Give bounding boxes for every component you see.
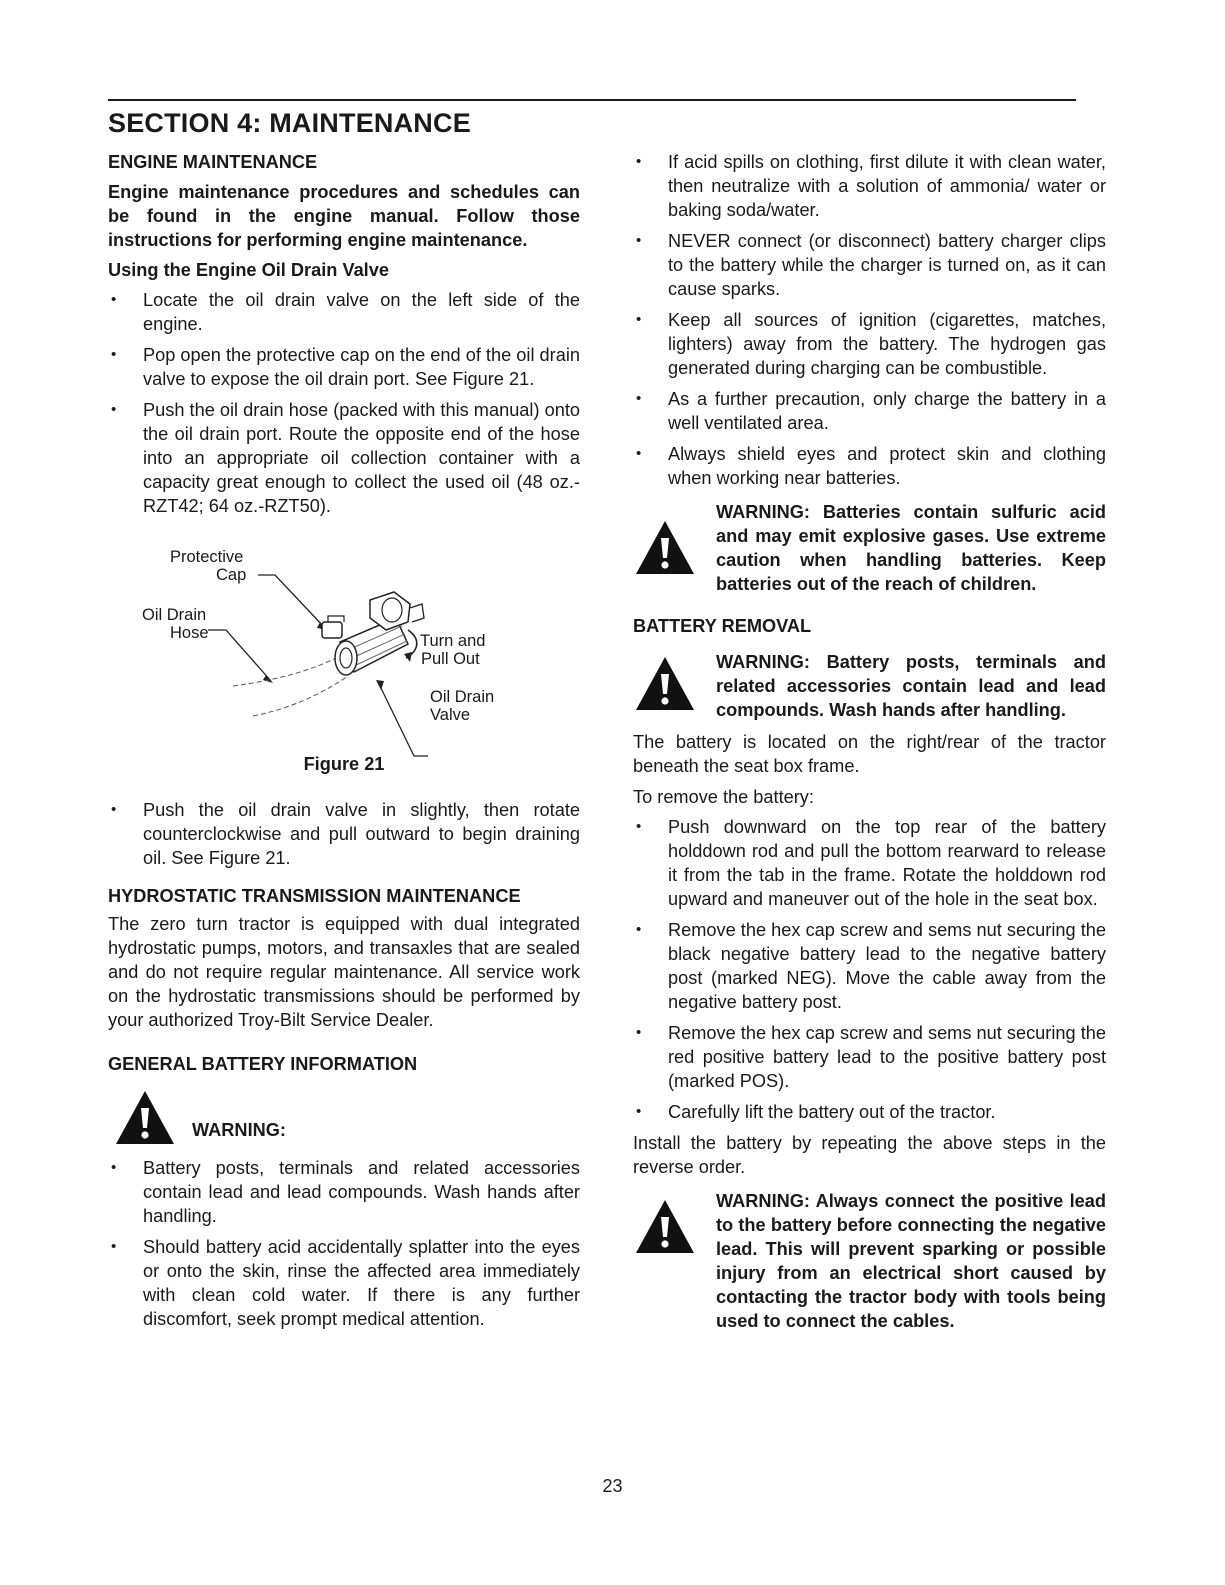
list-item: • Pop open the protective cap on the end of the oil drain valve to expose the oil drain port. See Figure 21.: [108, 343, 580, 391]
battery-install-text: Install the battery by repeating the above steps in the reverse order.: [633, 1133, 1106, 1177]
warning-connect-positive: [633, 1189, 1106, 1333]
warning-triangle-icon: [633, 654, 697, 712]
warning-label: WARNING:: [192, 1120, 286, 1140]
turn-and-pull-label-1: Turn and: [420, 632, 486, 650]
warning-triangle-icon: [633, 1197, 697, 1255]
list-item: • Remove the hex cap screw and sems nut securing the red positive battery lead to the positive battery post (marked POS).: [633, 1021, 1106, 1093]
oil-drain-steps: [108, 288, 580, 518]
battery-safety-list: [108, 1156, 580, 1331]
battery-removal-heading: BATTERY REMOVAL: [633, 616, 812, 636]
warning-triangle-icon: [114, 1088, 176, 1146]
list-item: • If acid spills on clothing, first dilute it with clean water, then neutralize with a solution of ammonia/ water or baking soda/water.: [633, 150, 1106, 222]
battery-removal-steps: [633, 815, 1106, 1124]
warning-triangle-icon: [633, 518, 697, 576]
top-rule: [108, 99, 1076, 101]
list-item: • Carefully lift the battery out of the tractor.: [633, 1100, 1106, 1124]
list-item: • Locate the oil drain valve on the left side of the engine.: [108, 288, 580, 336]
warning-lead-text: WARNING: Battery posts, terminals and related accessories contain lead and lead compounds. Wash hands after handling.: [716, 652, 1106, 720]
right-column: [633, 150, 1106, 1333]
left-column: [108, 150, 580, 1331]
protective-cap-label-2: Cap: [216, 566, 247, 584]
list-item: • Always shield eyes and protect skin and clothing when working near batteries.: [633, 442, 1106, 490]
hydrostatic-heading: HYDROSTATIC TRANSMISSION MAINTENANCE: [108, 886, 521, 906]
warning-sulfuric-text: WARNING: Batteries contain sulfuric acid and may emit explosive gases. Use extreme caution when handling batteries. Keep batteries out of the reach of children.: [716, 502, 1106, 594]
list-item: • Battery posts, terminals and related accessories contain lead and lead compounds. Wash hands after handling.: [108, 1156, 580, 1228]
general-battery-heading: GENERAL BATTERY INFORMATION: [108, 1054, 418, 1074]
battery-safety-list-continued: [633, 150, 1106, 490]
oil-drain-steps-continued: [108, 798, 580, 870]
battery-location-text: The battery is located on the right/rear of the tractor beneath the seat box frame.: [633, 732, 1106, 776]
figure-caption: Figure 21: [303, 754, 385, 774]
oil-drain-hose-label-1: Oil Drain: [142, 606, 207, 624]
hydrostatic-body: The zero turn tractor is equipped with dual integrated hydrostatic pumps, motors, and transaxles that are sealed and do not require regular maintenance. All service work on the hydrostatic transmissions should be performed by your authorized Troy-Bilt Service Dealer.: [108, 914, 580, 1030]
protective-cap-label-1: Protective: [170, 548, 244, 566]
list-item: • NEVER connect (or disconnect) battery charger clips to the battery while the charger is turned on, as it can cause sparks.: [633, 229, 1106, 301]
warning-sulfuric-acid: [633, 500, 1106, 596]
oil-drain-valve-label-2: Valve: [430, 706, 471, 724]
turn-and-pull-label-2: Pull Out: [421, 650, 480, 668]
figure-21: [108, 538, 580, 778]
list-item: • Remove the hex cap screw and sems nut securing the black negative battery lead to the negative battery post (marked NEG). Move the cable away from the negative battery post.: [633, 918, 1106, 1014]
list-item: • Push downward on the top rear of the battery holddown rod and pull the bottom rearward to release it from the tab in the frame. Rotate the holddown rod upward and maneuver out of the hole in the seat box.: [633, 815, 1106, 911]
engine-maintenance-intro: Engine maintenance procedures and schedules can be found in the engine manual. Follow those instructions for performing engine maintenance.: [108, 182, 580, 250]
list-item: • Push the oil drain valve in slightly, then rotate counterclockwise and pull outward to begin draining oil. See Figure 21.: [108, 798, 580, 870]
list-item: • Push the oil drain hose (packed with this manual) onto the oil drain port. Route the opposite end of the hose into an appropriate oil collection container with a capacity great enough to collect the used oil (48 oz.- RZT42; 64 oz.-RZT50).: [108, 398, 580, 518]
list-item: • Should battery acid accidentally splatter into the eyes or onto the skin, rinse the affected area immediately with clean cold water. If there is any further discomfort, seek prompt medical attention.: [108, 1235, 580, 1331]
list-item: • Keep all sources of ignition (cigarettes, matches, lighters) away from the battery. The hydrogen gas generated during charging can be combustible.: [633, 308, 1106, 380]
section-title: SECTION 4: MAINTENANCE: [108, 108, 471, 138]
warning-lead-compounds: [633, 650, 1106, 722]
list-item: • As a further precaution, only charge the battery in a well ventilated area.: [633, 387, 1106, 435]
oil-drain-hose-label-2: Hose: [170, 624, 209, 642]
oil-drain-valve-label-1: Oil Drain: [430, 688, 495, 706]
battery-removal-intro: To remove the battery:: [633, 787, 814, 807]
engine-maintenance-heading: ENGINE MAINTENANCE: [108, 152, 318, 172]
warning-connect-text: WARNING: Always connect the positive lead to the battery before connecting the negative lead. This will prevent sparking or possible injury from an electrical short caused by contacting the tractor body with tools being used to connect the cables.: [716, 1191, 1106, 1331]
oil-drain-subheading: Using the Engine Oil Drain Valve: [108, 260, 389, 280]
warning-callout: [108, 1084, 580, 1148]
page-number: 23: [602, 1476, 623, 1496]
oil-drain-valve-illustration: [108, 538, 580, 778]
